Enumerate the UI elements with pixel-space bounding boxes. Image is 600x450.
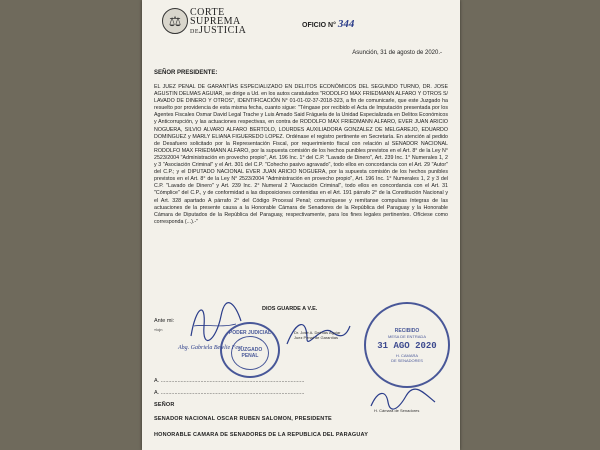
received-stamp-line2: MESA DE ENTRADA: [387, 333, 426, 339]
address-line1: SEÑOR: [154, 402, 175, 408]
closing-line: DIOS GUARDE A V.E.: [262, 306, 318, 312]
dotted-line-b: A. ..............................................................................................: [154, 390, 305, 396]
dotted-line-a-label: A.: [154, 378, 160, 384]
document-page: [142, 0, 460, 450]
court-seal-icon: ⚖: [162, 8, 188, 34]
judge-stamp: [294, 330, 364, 340]
ante-mi-sub: «lojn: [154, 327, 163, 332]
dotted-line-a: A. ..............................................................................................: [154, 378, 305, 384]
signature-left-name: Abg. Gabriela Bewlie Ferr: [178, 345, 243, 351]
received-stamp-line5: DE SENADORES: [391, 357, 423, 363]
judge-stamp-line2: Juez Penal de Garantías: [294, 335, 339, 340]
signature-right-label: H. Cámara de Senadores: [374, 408, 420, 413]
dotted-line-b-label: A.: [154, 390, 160, 396]
received-stamp-line4: H. CAMARA: [395, 352, 419, 358]
received-stamp: [364, 302, 450, 388]
received-stamp-top: RECIBIDO: [394, 327, 420, 334]
address-line3: HONORABLE CAMARA DE SENADORES DE LA REPUBLICA DEL PARAGUAY: [154, 432, 369, 438]
letterhead: [162, 8, 452, 38]
body-paragraph: EL JUEZ PENAL DE GARANTÍAS ESPECIALIZADO EN DELITOS ECONÓMICOS DEL SEGUNDO TURNO, DR. JOSE AGUSTIN DELMAS AGUIAR, se dirige a Ud. en los autos caratulados "RODOLFO MAX FRIEDMANN ALFARO Y OTROS S/ LAVADO DE DINERO Y OTROS", IDENTIFICACIÓN N° 01-01-02-37-2018-323, a fin de comunicarle, que este Juzgado ha resuelto por providencia de esta misma fecha, cuanto sigue: "Téngase por recibido el Acta de Imputación presentada por los Agentes Fiscales Osmar David Legal Trache y Luis Amado Said Fráguela de la Unidad Especializada en Delitos Económicos y Anticorrupción, y las actuaciones respectivas, en contra de RODOLFO MAX FRIEDMANN ALFARO, EVER JUAN ARICIO NOGUERA, SILVIO ALVARO ALFARO BERTOLO, LOURDES AUXILIADORA GONZALEZ DE MELGAREJO, EDUARDO DOMINGUEZ y MARLY ELIANA FIGUEREDO LOPEZ. Ordénase el registro pertinente en Secretaría. En atención al pedido de Desafuero solicitado por la Representación Fiscal, por requerimiento fiscal con relación al SENADOR NACIONAL RODOLFO MAX FRIEDMANN ALFARO, por la supuesta comisión de los hechos punibles previstos en el Art. 8° de la Ley N° 2523/2004 "Administración en provecho propio", Art. 196 Inc. 1° del C.P. "Lavado de Dinero", Art. 239 Inc. 1° Numerales 1, 2 y 3 "Asociación Criminal" y el Art. 301 del C.P. "Cohecho pasivo agravado", todo ellos en concordancia con el Art. 29 "Autor" del C.P.; y el DIPUTADO NACIONAL EVER JUAN ARICIO NOGUERA, por la supuesta comisión de los hechos punibles previstos en el Art. 8° de la Ley N° 2523/2004 "Administración en provecho propio", Art. 196 Inc. 1° Numerales 1, 2 y 3 del C.P. "Lavado de Dinero" y Art. 239 Inc. 2° Numeral 2 "Asociación Criminal", todo ellos en concordancia con el Art. 31 "Cómplice" del C.P., y de conformidad a las disposiciones contenidas en el Art. 191 párrafo 2° de la Constitución Nacional y el Art. 328 apartado A párrafo 2° del Código Procesal Penal; comuníquese y remítanse compulsas íntegras de las actuaciones de la presente causa a la Honorable Cámara de Senadores de la República del Paraguay y la Honorable Cámara de Diputados de la República del Paraguay, respectivamente, para los fines legales pertinentes. Ofíciese como corresponda (...).-": [154, 84, 448, 225]
org-line-justicia: [190, 26, 246, 37]
oficio-number: [302, 18, 354, 30]
org-line-justicia-text: JUSTICIA: [199, 25, 247, 36]
greeting: SEÑOR PRESIDENTE:: [154, 70, 218, 76]
received-stamp-date: 31 AGO 2020: [377, 340, 437, 351]
poder-judicial-stamp: [220, 322, 280, 378]
address-line2: SENADOR NACIONAL OSCAR RUBEN SALOMON, PRESIDENTE: [154, 416, 332, 422]
date-line: Asunción, 31 de agosto de 2020.-: [352, 50, 442, 56]
oficio-number-value: 344: [337, 18, 355, 30]
oficio-label: OFICIO N°: [302, 22, 336, 29]
stamp-oval-top: PODER JUDICIAL: [228, 330, 272, 336]
stamp-oval-bottom: PENAL: [241, 353, 259, 359]
org-line-de: DE: [190, 29, 199, 35]
court-name: [190, 8, 246, 37]
org-line-suprema: SUPREMA: [190, 16, 241, 27]
stamp-oval-middle: JUZGADO: [237, 347, 263, 353]
org-line-corte: CORTE: [190, 7, 225, 18]
ante-mi-label: Ante mi:: [154, 318, 175, 324]
stamp-oval-inner: [231, 336, 269, 370]
judge-stamp-line1: Dr. José A. Delmas Aguiar: [294, 330, 341, 335]
